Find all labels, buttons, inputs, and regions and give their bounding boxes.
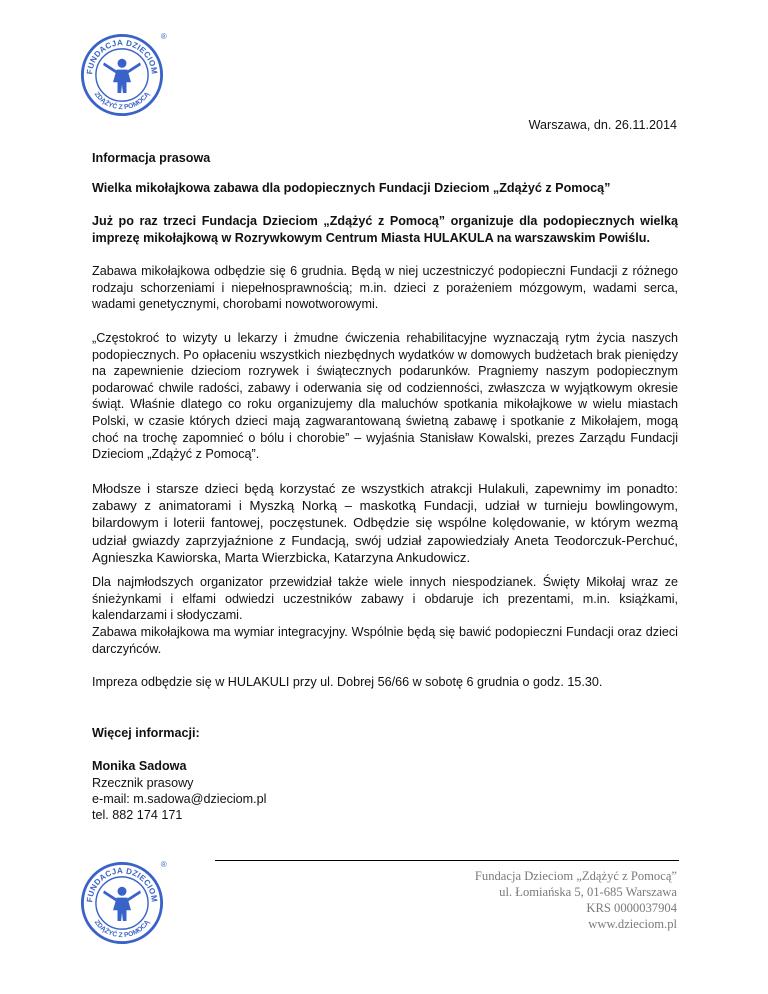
footer-address: ul. Łomiańska 5, 01-685 Warszawa bbox=[499, 885, 677, 899]
footer-logo-top-text: FUNDACJA DZIECIOM bbox=[85, 866, 159, 903]
paragraph-3: Młodsze i starsze dzieci będą korzystać ze wszystkich atrakcji Hulakuli, zapewnimy im ponadto: zabawy z animatorami i Myszką Norką – maskotką Fundacji, udział w turnieju bowlingowym, bilardowym i loterii fantowej, poczęstunek. Odbędzie się wspólne kolędowanie, w którym wezmą udział gwiazdy zaprzyjaźnione z Fundacją, swój udział zapowiedziały Aneta Teodorczuk-Perchuć, Agnieszka Kawiorska, Marta Wierzbicka, Katarzyna Ankudowicz. bbox=[92, 481, 678, 565]
footer-krs: KRS 0000037904 bbox=[586, 901, 677, 915]
paragraph-4: Dla najmłodszych organizator przewidział także wiele innych niespodzianek. Święty Mikołaj wraz ze śnieżynkami i elfami odwiedzi uczestników zabawy i obdaruje ich prezentami, m.in. książkami, kalendarzami i słodyczami. bbox=[92, 575, 678, 623]
paragraph-1: Zabawa mikołajkowa odbędzie się 6 grudnia. Będą w niej uczestniczyć podopieczni Fundacji z różnego rodzaju schorzeniami i niepełnosprawnością; m.in. dzieci z porażeniem mózgowym, wadami serca, wadami genetycznymi, chorobami nowotworowymi. bbox=[92, 264, 678, 312]
contact-email[interactable]: e-mail: m.sadowa@dzieciom.pl bbox=[92, 792, 267, 806]
page-title: Wielka mikołajkowa zabawa dla podopiecznych Fundacji Dzieciom „Zdążyć z Pomocą” bbox=[92, 181, 611, 195]
footer-address-block bbox=[475, 868, 677, 932]
contact-heading: Więcej informacji: bbox=[92, 726, 200, 740]
registered-mark: ® bbox=[160, 32, 167, 41]
lead-paragraph: Już po raz trzeci Fundacja Dzieciom „Zdążyć z Pomocą” organizuje dla podopiecznych wielką imprezę mikołajkową w Rozrywkowym Centrum Miasta HULAKULA na warszawskim Powiślu. bbox=[92, 214, 678, 245]
contact-name: Monika Sadowa bbox=[92, 759, 187, 773]
foundation-logo bbox=[77, 30, 167, 120]
footer-divider bbox=[215, 860, 679, 861]
logo-top-text: FUNDACJA DZIECIOM bbox=[85, 38, 159, 75]
footer-org: Fundacja Dzieciom „Zdążyć z Pomocą” bbox=[474, 869, 677, 883]
paragraph-2: „Częstokroć to wizyty u lekarzy i żmudne ćwiczenia rehabilitacyjne wyznaczają rytm życia naszych podopiecznych. Po opłaceniu wszystkich niezbędnych wydatków w domowych budżetach brak pieniędzy na zapewnienie dzieciom rozrywek i świątecznych podarunków. Pragniemy naszym podopiecznym podarować chwile radości, zabawy i oderwania się od codzienności, zwłaszcza w wyjątkowym okresie świąt. Właśnie dlatego co roku organizujemy dla maluchów spotkania mikołajkowe w wielu miastach Polski, w czasie których dzieci mają zagwarantowaną świetną zabawę i spotkanie z Mikołajem, mogą choć na trochę zapomnieć o bólu i chorobie” – wyjaśnia Stanisław Kowalski, prezes Zarządu Fundacji Dzieciom „Zdążyć z Pomocą”. bbox=[92, 331, 678, 462]
contact-phone: tel. 882 174 171 bbox=[92, 808, 183, 822]
document-type: Informacja prasowa bbox=[92, 151, 211, 165]
contact-role: Rzecznik prasowy bbox=[92, 776, 194, 790]
footer-registered-mark: ® bbox=[160, 860, 167, 869]
footer-website[interactable]: www.dzieciom.pl bbox=[588, 917, 677, 931]
child-figure-icon bbox=[103, 59, 141, 93]
paragraph-6: Impreza odbędzie się w HULAKULI przy ul. Dobrej 56/66 w sobotę 6 grudnia o godz. 15.30. bbox=[92, 675, 603, 689]
logo-bottom-text: ZDĄŻYĆ Z POMOCĄ bbox=[92, 90, 152, 112]
footer-child-figure-icon bbox=[103, 887, 141, 921]
footer-foundation-logo bbox=[77, 858, 167, 948]
paragraph-5: Zabawa mikołajkowa ma wymiar integracyjny. Wspólnie będą się bawić podopieczni Fundacji oraz dzieci darczyńców. bbox=[92, 625, 678, 656]
date-line: Warszawa, dn. 26.11.2014 bbox=[528, 118, 677, 132]
footer-logo-bottom-text: ZDĄŻYĆ Z POMOCĄ bbox=[92, 918, 152, 940]
